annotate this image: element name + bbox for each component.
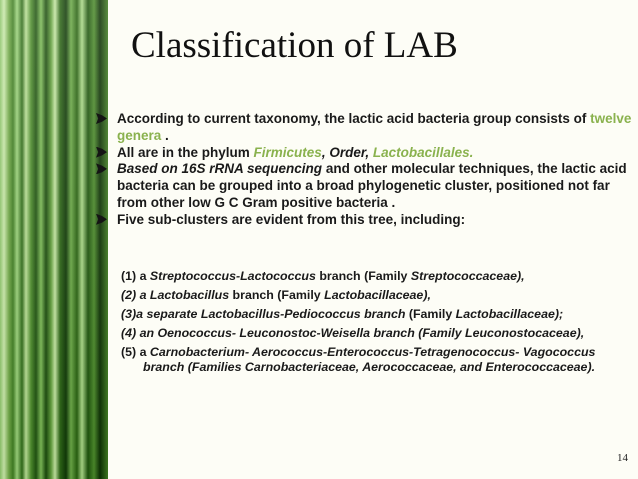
subcluster-list — [121, 269, 626, 379]
highlight-lactobacillales: Lactobacillales. — [372, 144, 474, 160]
bullet-phylum: All are in the phylum Firmicutes, Order, Lactobacillales. — [96, 145, 636, 162]
subcluster-5: (5) a Carnobacterium- Aerococcus-Enterococcus-Tetragenococcus- Vagococcus branch (Families Carnobacteriaceae, Aerococcaceae, and Enterococcaceae). — [121, 345, 596, 374]
bullet-arrow-icon — [96, 214, 107, 225]
decorative-stripes — [0, 0, 108, 479]
bullet-subclusters: Five sub-clusters are evident from this tree, including: — [96, 212, 636, 229]
bullet-arrow-icon — [96, 147, 107, 158]
highlight-twelve-genera: twelve genera — [117, 111, 632, 143]
subcluster-3: (3)a separate Lactobacillus-Pediococcus branch (Family Lactobacillaceae); — [121, 307, 564, 321]
bullet-16s-rrna: Based on 16S rRNA sequencing and other molecular techniques, the lactic acid bacteria can be grouped into a broad phylogenetic cluster, positioned not far from other low G C Gram positive bacteria . — [96, 161, 636, 211]
subcluster-4: (4) an Oenococcus- Leuconostoc-Weisella branch (Family Leuconostocaceae), — [121, 326, 585, 340]
subcluster-2: (2) a Lactobacillus branch (Family Lactobacillaceae), — [121, 288, 431, 302]
bullet-arrow-icon — [96, 163, 107, 174]
highlight-firmicutes: Firmicutes — [253, 144, 322, 160]
bullet-taxonomy: According to current taxonomy, the lactic acid bacteria group consists of twelve genera . — [96, 111, 636, 145]
page-number: 14 — [617, 452, 628, 464]
bullet-arrow-icon — [96, 113, 107, 124]
slide-title: Classification of LAB — [131, 25, 458, 66]
subcluster-1: (1) a Streptococcus-Lactococcus branch (Family Streptococcaceae), — [121, 269, 525, 283]
bullet-list — [96, 111, 636, 229]
